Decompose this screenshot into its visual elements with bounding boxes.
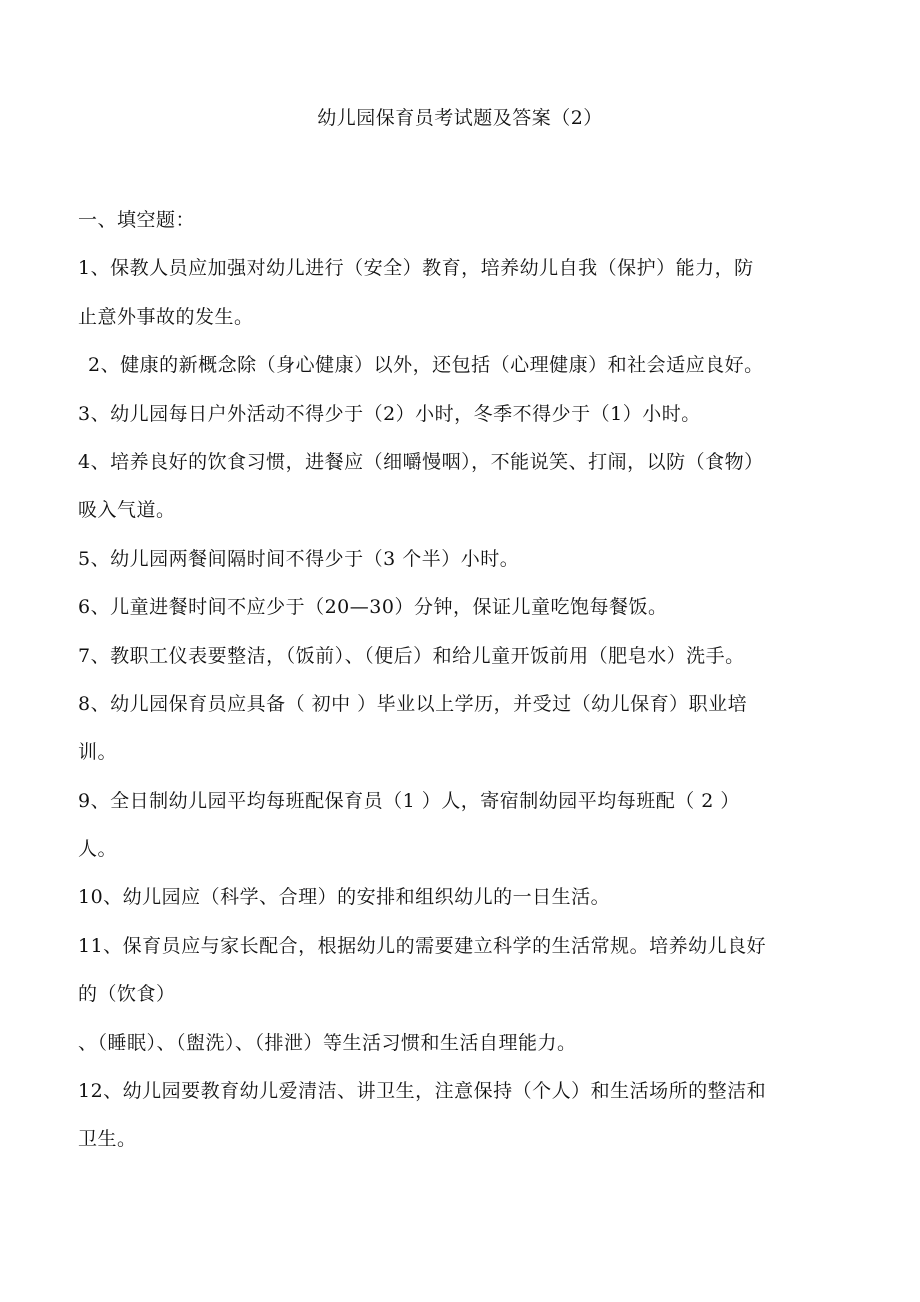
question-3-line-1: 3、幼儿园每日户外活动不得少于（2）小时，冬季不得少于（1）小时。 [78,402,701,425]
question-5-line-1: 5、幼儿园两餐间隔时间不得少于（3 个半）小时。 [78,547,520,570]
question-1-line-1: 1、保教人员应加强对幼儿进行（安全）教育，培养幼儿自我（保护）能力，防 [78,257,754,280]
question-10-line-1: 10、幼儿园应（科学、合理）的安排和组织幼儿的一日生活。 [78,886,611,909]
question-8-line-2: 训。 [78,741,118,764]
question-6-line-1: 6、儿童进餐时间不应少于（20—30）分钟，保证儿童吃饱每餐饭。 [78,596,668,619]
question-11-line-3: 、（睡眠）、（盥洗）、（排泄）等生活习惯和生活自理能力。 [78,1031,577,1054]
document-title: 幼儿园保育员考试题及答案（2） [317,107,603,129]
question-4-line-2: 吸入气道。 [78,499,176,522]
question-2-line-1: 2、健康的新概念除（身心健康）以外，还包括（心理健康）和社会适应良好。 [88,354,764,377]
question-11-line-2: 的（饮食） [78,983,176,1006]
question-11-line-1: 11、保育员应与家长配合，根据幼儿的需要建立科学的生活常规。培养幼儿良好 [78,934,767,957]
question-1-line-2: 止意外事故的发生。 [78,305,254,328]
question-8-line-1: 8、幼儿园保育员应具备（ 初中 ）毕业以上学历，并受过（幼儿保育）职业培 [78,692,748,715]
question-12-line-1: 12、幼儿园要教育幼儿爱清洁、讲卫生，注意保持（个人）和生活场所的整洁和 [78,1080,767,1103]
section-heading: 一、填空题： [78,209,196,231]
document-body [78,196,848,1164]
question-9-line-1: 9、全日制幼儿园平均每班配保育员（1 ）人，寄宿制幼园平均每班配（ 2 ） [78,789,740,812]
question-4-line-1: 4、培养良好的饮食习惯，进餐应（细嚼慢咽），不能说笑、打闹，以防（食物） [78,450,764,473]
question-7-line-1: 7、教职工仪表要整洁，（饭前）、（便后）和给儿童开饭前用（肥皂水）洗手。 [78,644,745,667]
question-9-line-2: 人。 [78,838,118,861]
question-12-line-2: 卫生。 [78,1128,137,1151]
